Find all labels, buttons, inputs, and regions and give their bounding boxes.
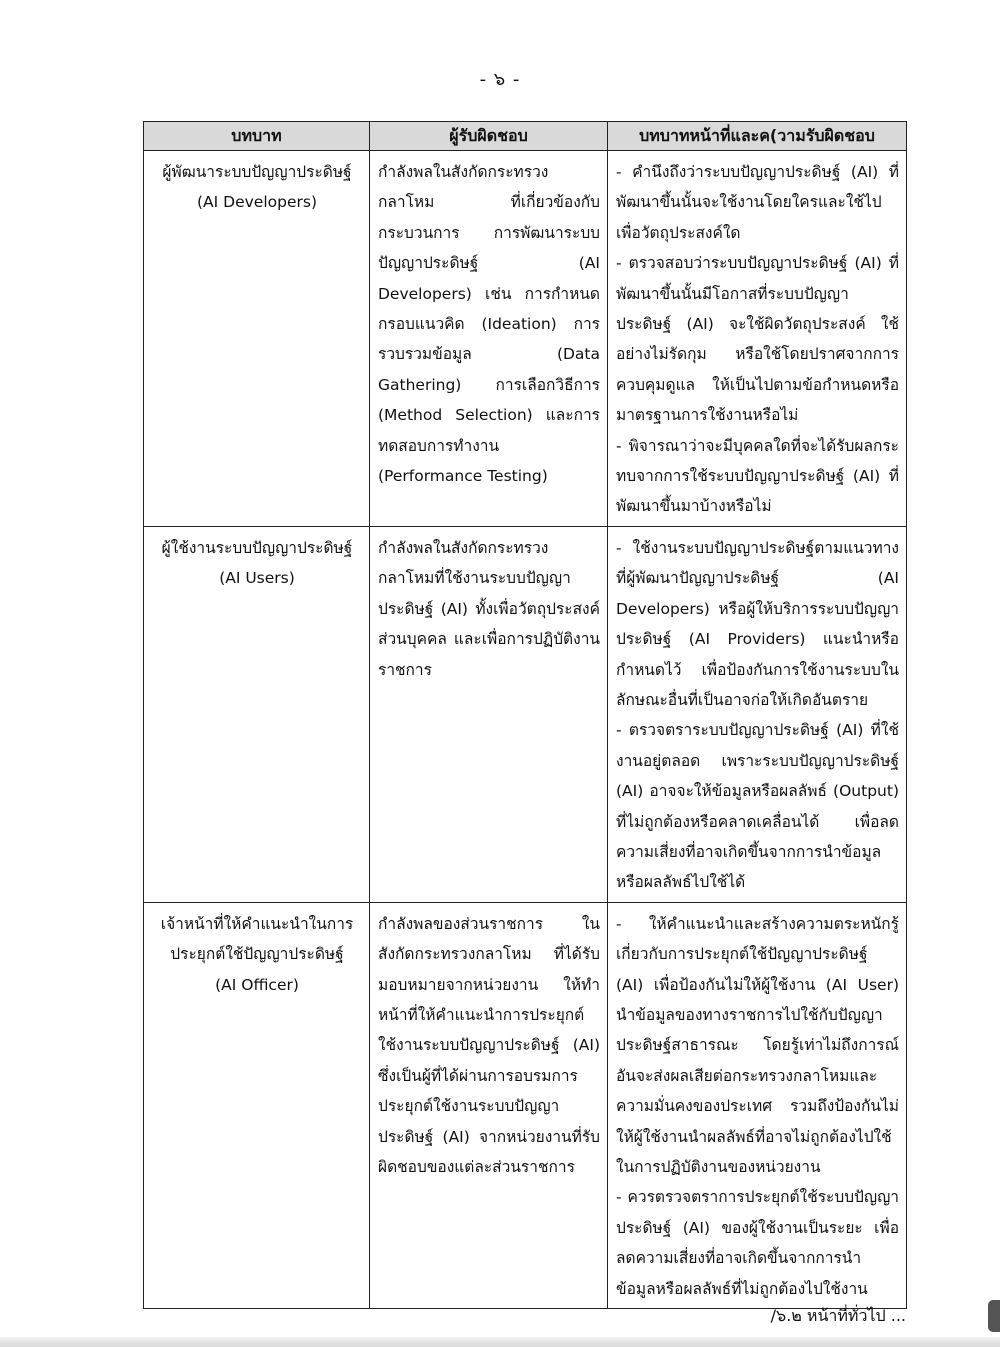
header-duties: บทบาทหน้าที่และค(วามรับผิดชอบ: [608, 122, 907, 151]
roles-table: [143, 121, 907, 1309]
duties-cell: [608, 151, 907, 527]
role-name: เจ้าหน้าที่ให้คำแนะนำในการประยุกต์ใช้ปัญญาประดิษฐ์: [160, 914, 354, 964]
header-responsible: ผู้รับผิดชอบ: [370, 122, 608, 151]
role-name: ผู้พัฒนาระบบปัญญาประดิษฐ์: [162, 163, 352, 181]
responsible-cell: กำลังพลในสังกัดกระทรวงกลาโหมที่ใช้งานระบบปัญญาประดิษฐ์ (AI) ทั้งเพื่อวัตถุประสงค์ส่วนบุคคล และเพื่อการปฏิบัติงานราชการ: [370, 526, 608, 902]
responsible-cell: กำลังพลในสังกัดกระทรวงกลาโหม ที่เกี่ยวข้องกับกระบวนการ การพัฒนาระบบปัญญาประดิษฐ์ (AI Developers) เช่น การกำหนดกรอบแนวคิด (Ideation) การรวบรวมข้อมูล (Data Gathering) การเลือกวิธีการ (Method Selection) และการทดสอบการทำงาน (Performance Testing): [370, 151, 608, 527]
duties-cell: [608, 902, 907, 1308]
header-role: บทบาท: [144, 122, 370, 151]
duty-item: - ให้คำแนะนำและสร้างความตระหนักรู้เกี่ยวกับการประยุกต์ใช้ปัญญาประดิษฐ์ (AI) เพื่อป้องกันไม่ให้ผู้ใช้งาน (AI User) นำข้อมูลของทางราชการไปใช้กับปัญญาประดิษฐ์สาธารณะ โดยรู้เท่าไม่ถึงการณ์ อันจะส่งผลเสียต่อกระทรวงกลาโหมและความมั่นคงของประเทศ รวมถึงป้องกันไม่ให้ผู้ใช้งานนำผลลัพธ์ที่อาจไม่ถูกต้องไปใช้ในการปฏิบัติงานของหน่วยงาน: [616, 914, 899, 1176]
role-name-en: (AI Officer): [215, 975, 299, 994]
table-row: [144, 526, 907, 902]
role-name-en: (AI Developers): [197, 193, 317, 212]
scrollbar-thumb[interactable]: [988, 1300, 1000, 1332]
role-name-en: (AI Users): [219, 569, 295, 588]
window-bottom-edge: [0, 1337, 1000, 1347]
role-cell: [144, 526, 370, 902]
page-number: - ๖ -: [479, 69, 521, 90]
duty-item: - ตรวจตราระบบปัญญาประดิษฐ์ (AI) ที่ใช้งานอยู่ตลอด เพราะระบบปัญญาประดิษฐ์ (AI) อาจจะให้ข้อมูลหรือผลลัพธ์ (Output) ที่ไม่ถูกต้องหรือคลาดเคลื่อนได้ เพื่อลดความเสี่ยงที่อาจเกิดขึ้นจากการนำข้อมูลหรือผลลัพธ์ไปใช้ได้: [616, 721, 899, 892]
role-cell: [144, 151, 370, 527]
role-name: ผู้ใช้งานระบบปัญญาประดิษฐ์: [161, 538, 353, 557]
table-header-row: [144, 122, 907, 151]
table-row: [144, 902, 907, 1308]
duty-item: - คำนึงถึงว่าระบบปัญญาประดิษฐ์ (AI) ที่พัฒนาขึ้นนั้นจะใช้งานโดยใครและใช้ไปเพื่อวัตถุประสงค์ใด: [616, 163, 899, 242]
role-cell: [144, 902, 370, 1308]
responsible-cell: กำลังพลของส่วนราชการ ในสังกัดกระทรวงกลาโหม ที่ได้รับมอบหมายจากหน่วยงาน ให้ทำหน้าที่ให้คำแนะนำการประยุกต์ใช้งานระบบปัญญาประดิษฐ์ (AI) ซึ่งเป็นผู้ที่ได้ผ่านการอบรมการประยุกต์ใช้งานระบบปัญญาประดิษฐ์ (AI) จากหน่วยงานที่รับผิดชอบของแต่ละส่วนราชการ: [370, 902, 608, 1308]
duty-item: - ตรวจสอบว่าระบบปัญญาประดิษฐ์ (AI) ที่พัฒนาขึ้นนั้นมีโอกาสที่ระบบปัญญาประดิษฐ์ (AI) จะใช้ผิดวัตถุประสงค์ ใช้อย่างไม่รัดกุม หรือใช้โดยปราศจากการควบคุมดูแล ให้เป็นไปตามข้อกำหนดหรือมาตรฐานการใช้งานหรือไม่: [616, 254, 899, 425]
duty-item: - พิจารณาว่าจะมีบุคคลใดที่จะได้รับผลกระทบจากการใช้ระบบปัญญาประดิษฐ์ (AI) ที่พัฒนาขึ้นมาบ้างหรือไม่: [616, 436, 899, 516]
table-row: [144, 151, 907, 527]
duty-item: - ใช้งานระบบปัญญาประดิษฐ์ตามแนวทางที่ผู้พัฒนาปัญญาประดิษฐ์ (AI Developers) หรือผู้ให้บริการระบบปัญญาประดิษฐ์ (AI Providers) แนะนำหรือกำหนดไว้ เพื่อป้องกันการใช้งานระบบในลักษณะอื่นที่เป็นอาจก่อให้เกิดอันตราย: [616, 538, 899, 709]
duty-item: - ควรตรวจตราการประยุกต์ใช้ระบบปัญญาประดิษฐ์ (AI) ของผู้ใช้งานเป็นระยะ เพื่อลดความเสี่ยงที่อาจเกิดขึ้นจากการนำข้อมูลหรือผลลัพธ์ที่ไม่ถูกต้องไปใช้งาน: [616, 1188, 899, 1298]
continuation-note: /๖.๒ หน้าที่ทั่วไป ...: [770, 1306, 906, 1325]
duties-cell: [608, 526, 907, 902]
